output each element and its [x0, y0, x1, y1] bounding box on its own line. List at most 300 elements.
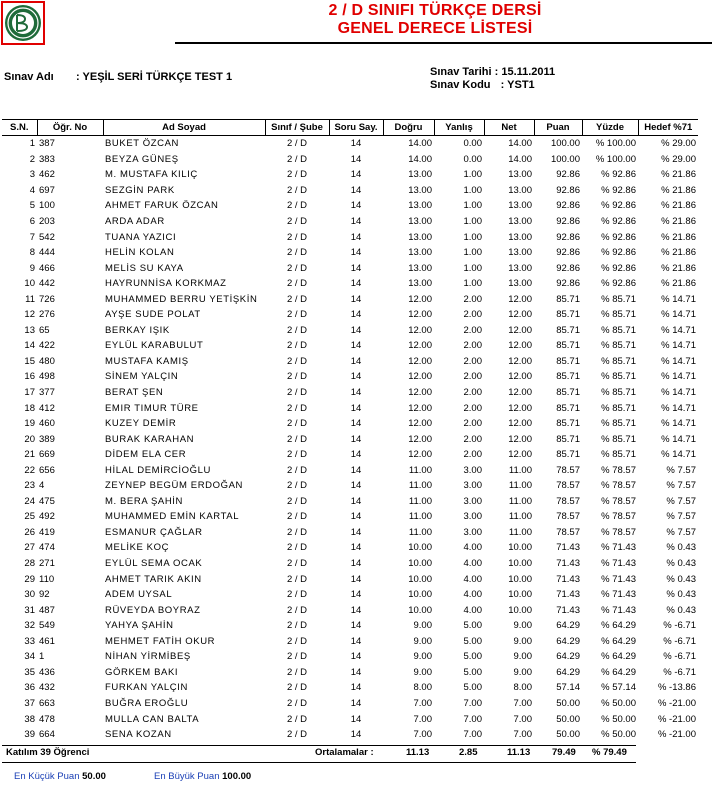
- cell-target: % 7.57: [666, 480, 696, 492]
- cell-percent: % 85.71: [601, 309, 636, 321]
- exam-code-label: Sınav Kodu: [430, 79, 491, 91]
- cell-target: % 21.86: [661, 216, 696, 227]
- cell-target: % -21.00: [657, 697, 696, 709]
- table-row: [2, 634, 698, 650]
- table-row: [2, 462, 698, 478]
- cell-wrong: 1.00: [463, 216, 482, 227]
- cell-percent: % 85.71: [601, 324, 636, 336]
- cell-sn: 18: [24, 402, 35, 414]
- cell-student-no: 542: [39, 231, 55, 243]
- cell-percent: % 78.57: [601, 464, 636, 476]
- cell-wrong: 1.00: [463, 278, 482, 290]
- title-divider: [175, 42, 712, 44]
- cell-questions: 14: [350, 324, 362, 336]
- cell-net: 12.00: [508, 387, 532, 399]
- cell-percent: % 78.57: [601, 511, 636, 523]
- cell-correct: 12.00: [408, 371, 432, 383]
- cell-percent: % 92.86: [601, 247, 636, 259]
- cell-name: MUHAMMED EMİN KARTAL: [105, 511, 240, 523]
- cell-wrong: 2.00: [463, 340, 482, 352]
- cell-score: 85.71: [556, 355, 580, 367]
- cell-questions: 14: [350, 184, 362, 196]
- cell-score: 71.43: [556, 542, 580, 554]
- cell-student-no: 664: [39, 729, 55, 741]
- cell-wrong: 4.00: [463, 573, 482, 585]
- cell-correct: 10.00: [408, 589, 432, 601]
- cell-wrong: 1.00: [463, 169, 482, 181]
- table-row: [2, 385, 698, 401]
- cell-sn: 8: [29, 247, 35, 259]
- cell-questions: 14: [350, 511, 362, 523]
- cell-sn: 38: [24, 713, 35, 725]
- avg-score: 79.49: [552, 747, 576, 758]
- table-row: [2, 602, 698, 618]
- table-row: [2, 509, 698, 525]
- cell-student-no: 474: [39, 542, 55, 554]
- cell-correct: 9.00: [413, 620, 432, 632]
- cell-score: 92.86: [556, 247, 580, 259]
- cell-questions: 14: [350, 387, 362, 399]
- cell-questions: 14: [350, 278, 362, 290]
- col-student-no: Öğr. No: [37, 120, 103, 136]
- cell-sn: 33: [24, 635, 35, 647]
- cell-score: 85.71: [556, 418, 580, 430]
- cell-score: 50.00: [556, 713, 580, 725]
- cell-class: 2 / D: [286, 402, 308, 414]
- cell-student-no: 389: [39, 433, 55, 445]
- cell-wrong: 4.00: [463, 604, 482, 616]
- table-row: [2, 354, 698, 370]
- cell-class: 2 / D: [286, 138, 308, 150]
- table-row: [2, 540, 698, 556]
- cell-name: KUZEY DEMİR: [105, 418, 177, 430]
- cell-student-no: 100: [39, 200, 55, 212]
- cell-target: % -6.71: [663, 635, 696, 647]
- cell-class: 2 / D: [286, 355, 308, 367]
- cell-class: 2 / D: [286, 340, 308, 352]
- cell-name: ZEYNEP BEGÜM ERDOĞAN: [105, 480, 243, 492]
- cell-percent: % 100.00: [595, 153, 636, 165]
- averages-label: Ortalamalar :: [315, 747, 374, 758]
- cell-score: 92.86: [556, 169, 580, 181]
- cell-percent: % 85.71: [601, 402, 636, 414]
- cell-score: 92.86: [556, 231, 580, 243]
- table-row: [2, 696, 698, 712]
- cell-questions: 14: [350, 449, 362, 461]
- cell-net: 11.00: [508, 511, 532, 523]
- cell-wrong: 7.00: [463, 697, 482, 709]
- cell-target: % 7.57: [666, 495, 696, 507]
- cell-percent: % 85.71: [601, 371, 636, 383]
- cell-net: 13.00: [508, 200, 532, 212]
- cell-student-no: 669: [39, 449, 55, 461]
- cell-name: NİHAN YİRMİBEŞ: [105, 651, 191, 663]
- table-row: [2, 556, 698, 572]
- avg-percent: % 79.49: [592, 747, 627, 758]
- cell-questions: 14: [350, 620, 362, 632]
- cell-net: 13.00: [508, 247, 532, 259]
- cell-score: 71.43: [556, 558, 580, 570]
- col-name: Ad Soyad: [103, 120, 265, 136]
- cell-target: % 21.86: [661, 247, 696, 259]
- cell-name: M. MUSTAFA KILIÇ: [105, 169, 198, 181]
- cell-correct: 7.00: [413, 729, 432, 741]
- cell-net: 13.00: [508, 278, 532, 290]
- col-class: Sınıf / Şube: [265, 120, 329, 136]
- cell-wrong: 2.00: [463, 387, 482, 399]
- cell-student-no: 475: [39, 495, 55, 507]
- cell-target: % 0.43: [666, 542, 696, 554]
- cell-student-no: 480: [39, 355, 55, 367]
- col-score: Puan: [534, 120, 582, 136]
- cell-name: ADEM UYSAL: [105, 589, 173, 601]
- cell-sn: 15: [24, 355, 35, 367]
- cell-student-no: 92: [39, 589, 50, 601]
- cell-correct: 12.00: [408, 433, 432, 445]
- cell-wrong: 2.00: [463, 293, 482, 305]
- cell-net: 12.00: [508, 340, 532, 352]
- cell-net: 10.00: [508, 604, 532, 616]
- cell-percent: % 92.86: [601, 200, 636, 212]
- cell-net: 12.00: [508, 433, 532, 445]
- cell-sn: 20: [24, 433, 35, 445]
- table-row: [2, 214, 698, 230]
- cell-sn: 23: [24, 480, 35, 492]
- cell-sn: 37: [24, 697, 35, 709]
- cell-score: 78.57: [556, 526, 580, 538]
- cell-name: MUSTAFA KAMIŞ: [105, 355, 189, 367]
- cell-name: SEZGİN PARK: [105, 184, 175, 196]
- cell-name: MELİKE KOÇ: [105, 542, 170, 554]
- cell-class: 2 / D: [286, 651, 308, 663]
- cell-class: 2 / D: [286, 682, 308, 694]
- cell-score: 85.71: [556, 433, 580, 445]
- cell-class: 2 / D: [286, 729, 308, 741]
- cell-percent: % 92.86: [601, 278, 636, 290]
- cell-name: FURKAN YALÇIN: [105, 682, 188, 694]
- cell-wrong: 1.00: [463, 231, 482, 243]
- exam-date: : 15.11.2011: [494, 66, 556, 78]
- cell-correct: 12.00: [408, 324, 432, 336]
- cell-name: ARDA ADAR: [105, 216, 165, 227]
- cell-sn: 21: [24, 449, 35, 461]
- cell-correct: 12.00: [408, 355, 432, 367]
- cell-target: % -21.00: [657, 713, 696, 725]
- report-title: [250, 2, 620, 38]
- cell-target: % 7.57: [666, 464, 696, 476]
- cell-questions: 14: [350, 697, 362, 709]
- cell-questions: 14: [350, 666, 362, 678]
- cell-wrong: 7.00: [463, 729, 482, 741]
- col-correct: Doğru: [383, 120, 434, 136]
- cell-score: 100.00: [550, 153, 580, 165]
- cell-class: 2 / D: [286, 713, 308, 725]
- cell-score: 57.14: [556, 682, 580, 694]
- cell-sn: 22: [24, 464, 35, 476]
- cell-net: 9.00: [513, 666, 532, 678]
- cell-sn: 36: [24, 682, 35, 694]
- cell-questions: 14: [350, 604, 362, 616]
- cell-target: % 21.86: [661, 278, 696, 290]
- cell-target: % 7.57: [666, 511, 696, 523]
- cell-questions: 14: [350, 589, 362, 601]
- cell-target: % -6.71: [663, 666, 696, 678]
- cell-sn: 27: [24, 542, 35, 554]
- cell-net: 7.00: [513, 697, 532, 709]
- cell-student-no: 478: [39, 713, 55, 725]
- cell-target: % 21.86: [661, 169, 696, 181]
- cell-net: 9.00: [513, 651, 532, 663]
- cell-score: 78.57: [556, 511, 580, 523]
- cell-student-no: 726: [39, 293, 55, 305]
- cell-target: % 7.57: [666, 526, 696, 538]
- cell-score: 85.71: [556, 309, 580, 321]
- cell-class: 2 / D: [286, 387, 308, 399]
- cell-net: 12.00: [508, 293, 532, 305]
- table-row: [2, 136, 698, 152]
- cell-net: 9.00: [513, 635, 532, 647]
- cell-class: 2 / D: [286, 573, 308, 585]
- cell-questions: 14: [350, 231, 362, 243]
- exam-date-label: Sınav Tarihi: [430, 66, 492, 78]
- cell-target: % 14.71: [661, 402, 696, 414]
- cell-class: 2 / D: [286, 542, 308, 554]
- cell-class: 2 / D: [286, 169, 308, 181]
- cell-correct: 11.00: [408, 511, 432, 523]
- cell-name: BURAK KARAHAN: [105, 433, 195, 445]
- cell-score: 71.43: [556, 604, 580, 616]
- cell-net: 9.00: [513, 620, 532, 632]
- exam-code-row: [430, 79, 535, 91]
- cell-name: HİLAL DEMİRCİOĞLU: [105, 464, 211, 476]
- cell-score: 50.00: [556, 697, 580, 709]
- cell-score: 92.86: [556, 278, 580, 290]
- cell-wrong: 1.00: [463, 262, 482, 274]
- cell-score: 92.86: [556, 200, 580, 212]
- cell-net: 10.00: [508, 558, 532, 570]
- cell-sn: 30: [24, 589, 35, 601]
- cell-correct: 7.00: [413, 697, 432, 709]
- cell-questions: 14: [350, 262, 362, 274]
- cell-percent: % 64.29: [601, 635, 636, 647]
- cell-target: % 0.43: [666, 558, 696, 570]
- table-body: [2, 136, 698, 743]
- table-row: [2, 198, 698, 214]
- cell-percent: % 71.43: [601, 558, 636, 570]
- cell-net: 7.00: [513, 713, 532, 725]
- cell-percent: % 92.86: [601, 184, 636, 196]
- cell-sn: 1: [29, 138, 35, 150]
- cell-questions: 14: [350, 495, 362, 507]
- cell-wrong: 1.00: [463, 247, 482, 259]
- cell-percent: % 85.71: [601, 340, 636, 352]
- cell-target: % 0.43: [666, 604, 696, 616]
- cell-sn: 29: [24, 573, 35, 585]
- cell-student-no: 419: [39, 526, 55, 538]
- col-percent: Yüzde: [582, 120, 638, 136]
- exam-date-row: [430, 66, 555, 78]
- cell-correct: 13.00: [408, 262, 432, 274]
- cell-net: 10.00: [508, 542, 532, 554]
- participant-count: Katılım 39 Öğrenci: [6, 747, 90, 758]
- cell-questions: 14: [350, 573, 362, 585]
- cell-percent: % 85.71: [601, 433, 636, 445]
- cell-student-no: 487: [39, 604, 55, 616]
- cell-student-no: 432: [39, 682, 55, 694]
- cell-percent: % 50.00: [601, 729, 636, 741]
- cell-wrong: 5.00: [463, 635, 482, 647]
- cell-wrong: 4.00: [463, 542, 482, 554]
- cell-percent: % 100.00: [595, 138, 636, 150]
- cell-wrong: 2.00: [463, 324, 482, 336]
- col-net: Net: [484, 120, 534, 136]
- cell-class: 2 / D: [286, 200, 308, 212]
- cell-student-no: 387: [39, 138, 55, 150]
- cell-class: 2 / D: [286, 418, 308, 430]
- cell-wrong: 2.00: [463, 309, 482, 321]
- title-line-1: 2 / D SINIFI TÜRKÇE DERSİ: [328, 2, 542, 19]
- cell-name: YAHYA ŞAHİN: [105, 620, 174, 632]
- col-sn: S.N.: [2, 120, 37, 136]
- cell-target: % -6.71: [663, 651, 696, 663]
- cell-net: 13.00: [508, 169, 532, 181]
- cell-percent: % 85.71: [601, 293, 636, 305]
- cell-target: % 14.71: [661, 324, 696, 336]
- cell-score: 92.86: [556, 216, 580, 227]
- cell-wrong: 4.00: [463, 589, 482, 601]
- cell-class: 2 / D: [286, 184, 308, 196]
- cell-student-no: 461: [39, 635, 55, 647]
- cell-correct: 10.00: [408, 542, 432, 554]
- cell-class: 2 / D: [286, 262, 308, 274]
- table-row: [2, 649, 698, 665]
- cell-correct: 12.00: [408, 449, 432, 461]
- cell-target: % 21.86: [661, 262, 696, 274]
- cell-score: 50.00: [556, 729, 580, 741]
- cell-class: 2 / D: [286, 371, 308, 383]
- cell-student-no: 65: [39, 324, 50, 336]
- cell-score: 85.71: [556, 371, 580, 383]
- cell-score: 92.86: [556, 184, 580, 196]
- cell-questions: 14: [350, 713, 362, 725]
- cell-percent: % 64.29: [601, 620, 636, 632]
- cell-target: % 29.00: [661, 138, 696, 150]
- cell-correct: 8.00: [413, 682, 432, 694]
- cell-percent: % 71.43: [601, 542, 636, 554]
- cell-student-no: 383: [39, 153, 55, 165]
- cell-sn: 13: [24, 324, 35, 336]
- cell-questions: 14: [350, 433, 362, 445]
- cell-score: 85.71: [556, 340, 580, 352]
- cell-wrong: 2.00: [463, 402, 482, 414]
- table-row: [2, 618, 698, 634]
- cell-student-no: 549: [39, 620, 55, 632]
- cell-questions: 14: [350, 309, 362, 321]
- cell-net: 12.00: [508, 324, 532, 336]
- table-row: [2, 665, 698, 681]
- cell-questions: 14: [350, 200, 362, 212]
- cell-class: 2 / D: [286, 293, 308, 305]
- cell-class: 2 / D: [286, 620, 308, 632]
- cell-net: 12.00: [508, 449, 532, 461]
- cell-name: M. BERA ŞAHİN: [105, 495, 184, 507]
- cell-target: % 14.71: [661, 418, 696, 430]
- cell-correct: 11.00: [408, 464, 432, 476]
- cell-net: 11.00: [508, 526, 532, 538]
- cell-student-no: 466: [39, 262, 55, 274]
- table-row: [2, 167, 698, 183]
- cell-net: 8.00: [513, 682, 532, 694]
- cell-class: 2 / D: [286, 247, 308, 259]
- cell-percent: % 92.86: [601, 216, 636, 227]
- cell-student-no: 498: [39, 371, 55, 383]
- cell-target: % 21.86: [661, 200, 696, 212]
- cell-target: % 14.71: [661, 449, 696, 461]
- cell-questions: 14: [350, 418, 362, 430]
- cell-percent: % 92.86: [601, 262, 636, 274]
- cell-questions: 14: [350, 635, 362, 647]
- cell-score: 64.29: [556, 666, 580, 678]
- cell-target: % 14.71: [661, 293, 696, 305]
- cell-questions: 14: [350, 138, 362, 150]
- cell-correct: 11.00: [408, 480, 432, 492]
- cell-score: 64.29: [556, 651, 580, 663]
- cell-net: 14.00: [508, 153, 532, 165]
- exam-name-label: Sınav Adı: [4, 71, 54, 83]
- cell-target: % 14.71: [661, 340, 696, 352]
- cell-name: BUKET ÖZCAN: [105, 138, 179, 150]
- avg-correct: 11.13: [406, 747, 430, 758]
- table-row: [2, 307, 698, 323]
- cell-name: BERKAY IŞIK: [105, 324, 170, 336]
- cell-questions: 14: [350, 216, 362, 227]
- cell-percent: % 57.14: [601, 682, 636, 694]
- cell-student-no: 4: [39, 480, 45, 492]
- cell-net: 7.00: [513, 729, 532, 741]
- cell-class: 2 / D: [286, 558, 308, 570]
- cell-class: 2 / D: [286, 480, 308, 492]
- cell-sn: 31: [24, 604, 35, 616]
- cell-score: 100.00: [550, 138, 580, 150]
- cell-name: DİDEM ELA CER: [105, 449, 187, 461]
- cell-percent: % 92.86: [601, 169, 636, 181]
- col-target: Hedef %71: [638, 120, 698, 136]
- cell-questions: 14: [350, 480, 362, 492]
- cell-correct: 13.00: [408, 169, 432, 181]
- cell-correct: 12.00: [408, 387, 432, 399]
- cell-net: 11.00: [508, 480, 532, 492]
- cell-target: % -6.71: [663, 620, 696, 632]
- cell-student-no: 656: [39, 464, 55, 476]
- cell-name: EYLÜL SEMA OCAK: [105, 558, 203, 570]
- cell-percent: % 92.86: [601, 231, 636, 243]
- cell-percent: % 85.71: [601, 449, 636, 461]
- cell-correct: 10.00: [408, 573, 432, 585]
- cell-student-no: 110: [39, 573, 55, 585]
- cell-name: BUĞRA EROĞLU: [105, 697, 189, 709]
- cell-target: % 14.71: [661, 433, 696, 445]
- cell-name: MUHAMMED BERRU YETİŞKİN: [105, 293, 258, 305]
- cell-sn: 7: [29, 231, 35, 243]
- cell-name: AHMET FARUK ÖZCAN: [105, 200, 219, 212]
- cell-wrong: 5.00: [463, 666, 482, 678]
- cell-questions: 14: [350, 153, 362, 165]
- cell-percent: % 71.43: [601, 604, 636, 616]
- cell-name: MEHMET FATİH OKUR: [105, 635, 216, 647]
- table-footer: [2, 745, 636, 763]
- cell-questions: 14: [350, 542, 362, 554]
- cell-sn: 10: [24, 278, 35, 290]
